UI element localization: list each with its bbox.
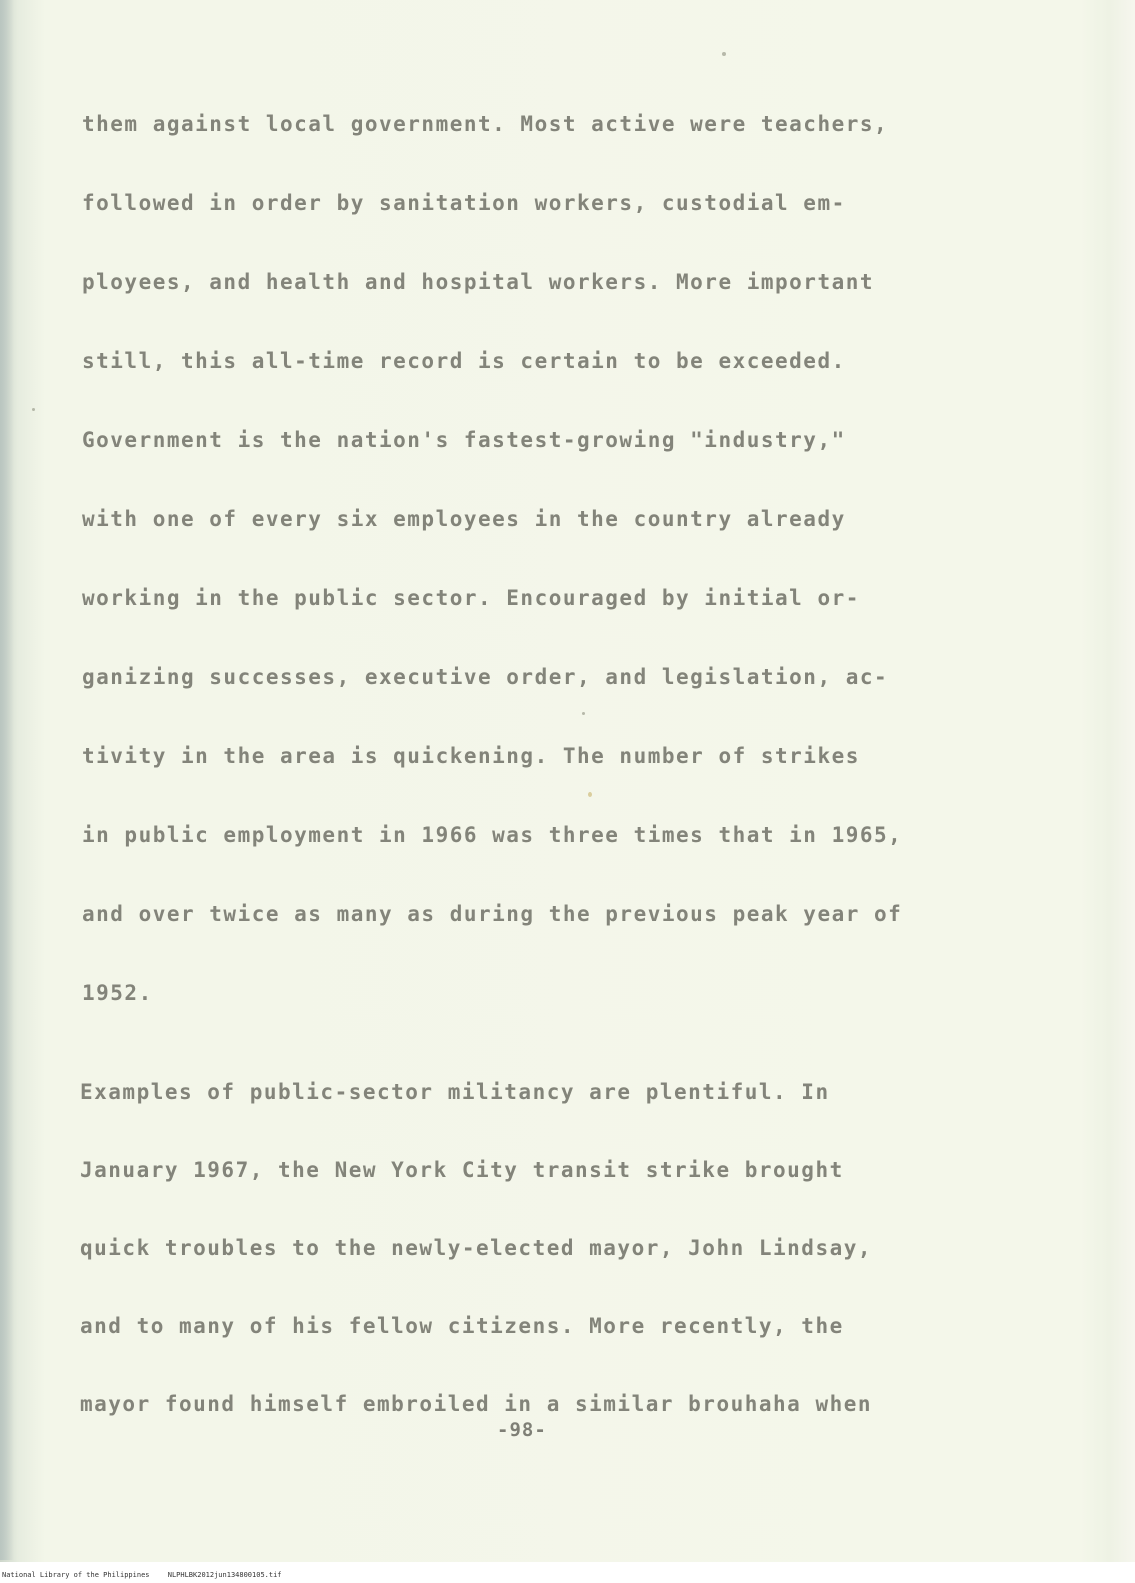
text-line: 1952.	[82, 981, 153, 1005]
text-line: followed in order by sanitation workers, custodial em-	[82, 191, 846, 215]
text-line: ployees, and health and hospital workers. More important	[82, 270, 875, 294]
text-line: tivity in the area is quickening. The number of strikes	[82, 744, 860, 768]
text-line: in public employment in 1966 was three times that in 1965,	[82, 823, 903, 847]
text-line: quick troubles to the newly-elected mayor, John Lindsay,	[80, 1236, 873, 1260]
scan-speck	[722, 52, 726, 56]
text-line: ganizing successes, executive order, and legislation, ac-	[82, 665, 889, 689]
scan-speck	[582, 712, 585, 715]
scan-speck	[32, 408, 35, 411]
text-line: working in the public sector. Encouraged by initial or-	[82, 586, 860, 610]
text-line: with one of every six employees in the country already	[82, 507, 846, 531]
text-line: and over twice as many as during the previous peak year of	[82, 902, 903, 926]
footer-filename: NLPHLBK2012jun134800105.tif	[167, 1571, 282, 1579]
text-line: Examples of public-sector militancy are plentiful. In	[80, 1080, 830, 1104]
page-edge-shadow	[0, 0, 14, 1560]
footer-source: National Library of the Philippines	[2, 1571, 150, 1579]
footer	[2, 1571, 296, 1579]
text-line: and to many of his fellow citizens. More recently, the	[80, 1314, 844, 1338]
text-line: mayor found himself embroiled in a similar brouhaha when	[80, 1392, 873, 1416]
text-line: Government is the nation's fastest-growing "industry,"	[82, 428, 846, 452]
text-line: them against local government. Most active were teachers,	[82, 112, 889, 136]
text-line: January 1967, the New York City transit strike brought	[80, 1158, 844, 1182]
text-line: still, this all-time record is certain to be exceeded.	[82, 349, 846, 373]
page-number: -98-	[497, 1419, 547, 1441]
scan-speck	[588, 792, 592, 797]
